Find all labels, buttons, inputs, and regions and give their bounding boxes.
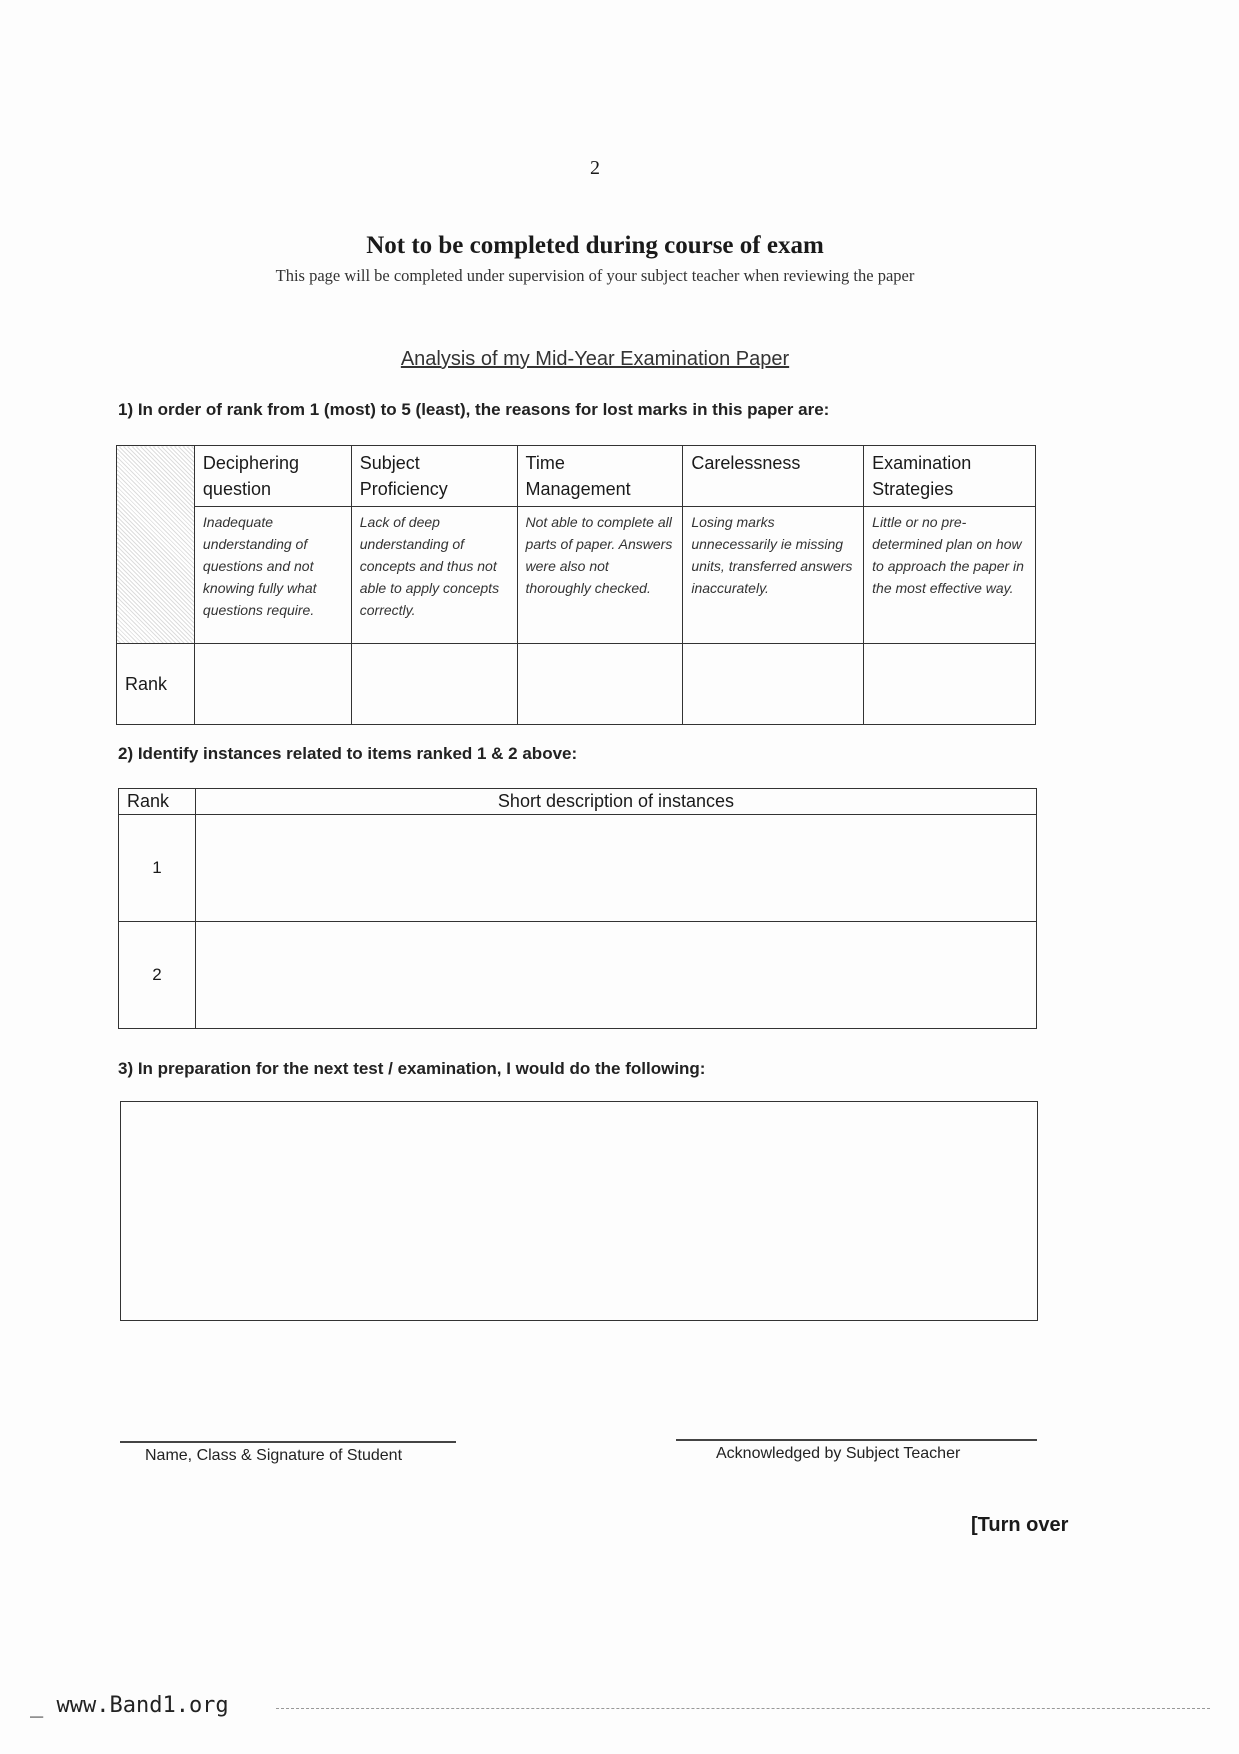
column-header: Time Management <box>517 446 683 507</box>
rank-number: 1 <box>119 815 196 922</box>
rank-row <box>117 644 1036 725</box>
footer-watermark: _ www.Band1.org <box>30 1693 229 1718</box>
teacher-signature-line[interactable] <box>676 1439 1037 1441</box>
table-header-row <box>117 446 1036 507</box>
instance-input[interactable] <box>196 815 1037 922</box>
blank-corner-cell <box>117 446 195 644</box>
column-header: Subject Proficiency <box>351 446 517 507</box>
column-header: Deciphering question <box>194 446 351 507</box>
rank-input-proficiency[interactable] <box>351 644 517 725</box>
section-heading: Analysis of my Mid-Year Examination Paper <box>400 348 790 370</box>
footer-divider <box>276 1708 1210 1709</box>
description-row <box>117 507 1036 644</box>
rank-input-deciphering[interactable] <box>194 644 351 725</box>
rank-input-time[interactable] <box>517 644 683 725</box>
student-signature-line[interactable] <box>120 1441 456 1443</box>
page-title: Not to be completed during course of exam <box>366 232 824 259</box>
column-header: Examination Strategies <box>864 446 1036 507</box>
rank-input-strategies[interactable] <box>864 644 1036 725</box>
reason-description: Little or no pre-determined plan on how to approach the paper in the most effective way. <box>864 507 1036 644</box>
reason-description: Not able to complete all parts of paper. Answers were also not thoroughly checked. <box>517 507 683 644</box>
question-1-prompt: 1) In order of rank from 1 (most) to 5 (least), the reasons for lost marks in this paper are: <box>118 400 830 419</box>
column-header: Carelessness <box>683 446 864 507</box>
table-row <box>119 815 1037 922</box>
student-signature-label: Name, Class & Signature of Student <box>145 1447 403 1464</box>
column-header: Short description of instances <box>196 789 1037 815</box>
page-number: 2 <box>590 157 600 179</box>
instance-input[interactable] <box>196 922 1037 1029</box>
preparation-answer-box[interactable] <box>120 1101 1038 1321</box>
instances-table <box>118 788 1037 1029</box>
column-header: Rank <box>119 789 196 815</box>
question-2-prompt: 2) Identify instances related to items ranked 1 & 2 above: <box>118 744 578 763</box>
rank-number: 2 <box>119 922 196 1029</box>
table-header-row <box>119 789 1037 815</box>
table-row <box>119 922 1037 1029</box>
page-subtitle: This page will be completed under supervision of your subject teacher when reviewing the paper <box>275 266 915 285</box>
turn-over-note: [Turn over <box>971 1514 1069 1536</box>
reason-description: Lack of deep understanding of concepts and thus not able to apply concepts correctly. <box>351 507 517 644</box>
reasons-table <box>116 445 1036 725</box>
rank-input-carelessness[interactable] <box>683 644 864 725</box>
reason-description: Inadequate understanding of questions and not knowing fully what questions require. <box>194 507 351 644</box>
reason-description: Losing marks unnecessarily ie missing units, transferred answers inaccurately. <box>683 507 864 644</box>
question-3-prompt: 3) In preparation for the next test / examination, I would do the following: <box>118 1059 706 1078</box>
rank-label: Rank <box>117 644 195 725</box>
teacher-signature-label: Acknowledged by Subject Teacher <box>716 1445 961 1462</box>
